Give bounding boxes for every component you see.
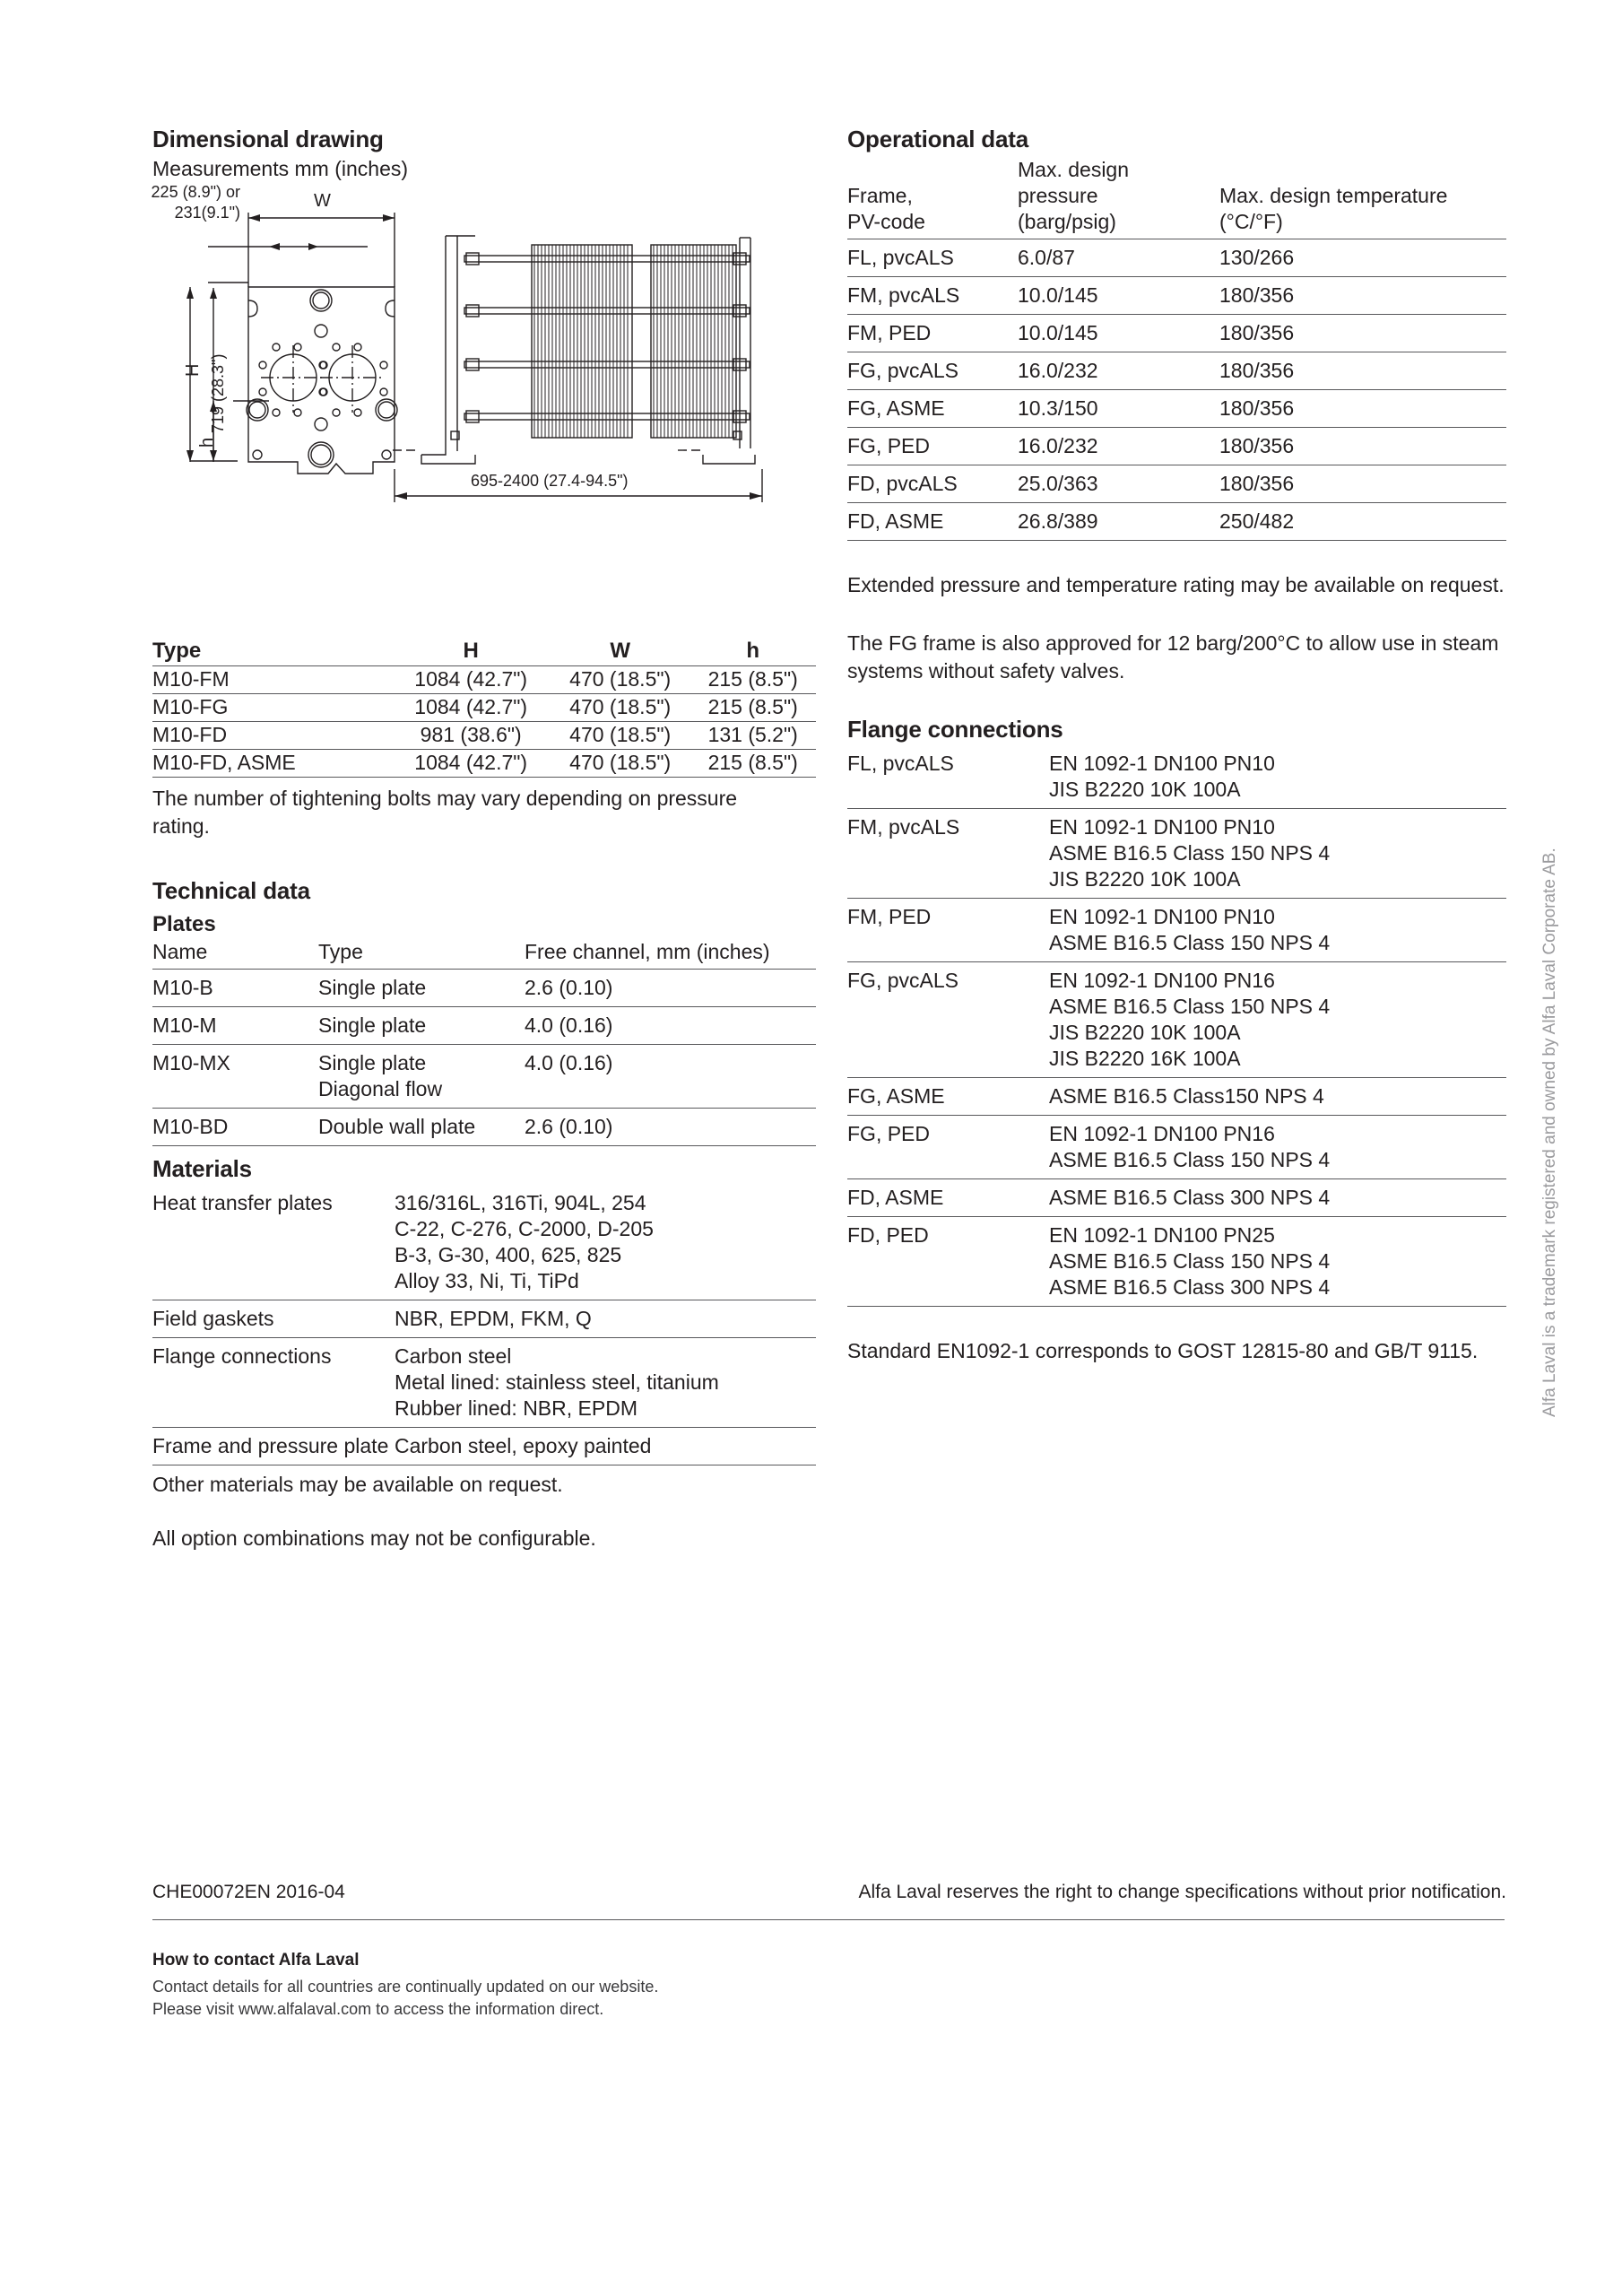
op-frame: FG, PED (847, 428, 1018, 465)
operational-header-row (847, 157, 1506, 239)
plate-name: M10-BD (152, 1109, 318, 1146)
flange-value-line: JIS B2220 16K 100A (1049, 1047, 1241, 1070)
table-row (152, 1428, 816, 1465)
dim-cell-h: 1084 (42.7") (391, 694, 551, 722)
op-pressure: 6.0/87 (1018, 239, 1219, 277)
flange-value-line: ASME B16.5 Class 150 NPS 4 (1049, 1148, 1331, 1171)
op-temperature: 180/356 (1219, 465, 1506, 503)
flange-value-line: ASME B16.5 Class 150 NPS 4 (1049, 931, 1331, 954)
left-column (152, 126, 816, 183)
table-row (152, 1338, 816, 1428)
table-row (847, 1217, 1506, 1307)
table-row (847, 315, 1506, 352)
op-frame: FG, pvcALS (847, 352, 1018, 390)
flange-label: FG, PED (847, 1116, 1049, 1179)
op-frame: FL, pvcALS (847, 239, 1018, 277)
dimension-table-header-row (152, 639, 816, 666)
table-row (152, 666, 816, 694)
dim-col-type: Type (152, 639, 202, 663)
drawing-label-length: 695-2400 (27.4-94.5") (471, 472, 629, 490)
dim-cell-hs: 215 (8.5") (690, 666, 816, 694)
dim-cell-type: M10-FG (152, 694, 391, 722)
materials-table (152, 1185, 816, 1465)
flange-value-line: ASME B16.5 Class 150 NPS 4 (1049, 841, 1331, 865)
table-row (152, 1109, 816, 1146)
op-head-line: (barg/psig) (1018, 210, 1116, 233)
plates-header-row (152, 939, 816, 970)
table-row (847, 503, 1506, 541)
op-pressure: 26.8/389 (1018, 503, 1219, 541)
plate-free-channel: 4.0 (0.16) (525, 1045, 816, 1109)
dimensional-drawing-figure (151, 183, 816, 623)
plate-name: M10-MX (152, 1045, 318, 1109)
table-row (152, 1007, 816, 1045)
dim-cell-h: 1084 (42.7") (391, 666, 551, 694)
drawing-label-top-dim-2: 231(9.1") (174, 204, 240, 222)
op-temperature: 180/356 (1219, 390, 1506, 428)
drawing-label-top-dim-1: 225 (8.9") or (151, 183, 240, 201)
op-temperature: 180/356 (1219, 352, 1506, 390)
flange-value-line: EN 1092-1 DN100 PN25 (1049, 1223, 1275, 1247)
flange-values: ASME B16.5 Class150 NPS 4 (1049, 1078, 1506, 1116)
flange-label: FG, ASME (847, 1078, 1049, 1116)
table-row (152, 1045, 816, 1109)
op-pressure: 16.0/232 (1018, 428, 1219, 465)
material-value-line: C-22, C-276, C-2000, D-205 (395, 1217, 654, 1240)
plate-free-channel: 4.0 (0.16) (525, 1007, 816, 1045)
drawing-label-h-capital: H (183, 363, 203, 377)
table-row (847, 1078, 1506, 1116)
contact-body: Contact details for all countries are continually updated on our website. Please visit www.alfalaval.com to access the information direct. (152, 1978, 659, 2018)
table-row (847, 390, 1506, 428)
plate-type-line: Single plate (318, 1051, 427, 1074)
frame-drawing-svg (152, 202, 816, 623)
table-row (847, 1116, 1506, 1179)
material-values: Carbon steel, epoxy painted (395, 1428, 816, 1465)
table-row (152, 970, 816, 1007)
plate-type: Single plate (318, 970, 525, 1007)
flange-value-line: EN 1092-1 DN100 PN10 (1049, 815, 1275, 839)
dim-cell-type: M10-FM (152, 666, 391, 694)
flange-value-line: JIS B2220 10K 100A (1049, 1021, 1241, 1044)
flange-connections-table (847, 745, 1506, 1307)
drawing-label-height-719: 719 (28.3") (209, 353, 227, 433)
document-code: CHE00072EN 2016-04 (152, 1882, 345, 1902)
operational-col-pressure (1018, 157, 1219, 239)
table-row (847, 1179, 1506, 1217)
op-pressure: 25.0/363 (1018, 465, 1219, 503)
flange-label: FD, PED (847, 1217, 1049, 1307)
op-head-line: Max. design (1018, 158, 1130, 181)
dim-cell-type: M10-FD (152, 722, 391, 750)
table-row (847, 465, 1506, 503)
dimensional-drawing-title: Dimensional drawing (152, 126, 384, 152)
flange-values (1049, 745, 1506, 809)
op-head-line: Frame, (847, 184, 913, 207)
dimension-table-wrap (152, 639, 816, 778)
drawing-label-w: W (314, 191, 331, 211)
flange-values: ASME B16.5 Class 300 NPS 4 (1049, 1179, 1506, 1217)
table-row (847, 277, 1506, 315)
flange-value-line: ASME B16.5 Class 150 NPS 4 (1049, 1249, 1331, 1273)
drawing-label-h-lower: h (197, 437, 217, 448)
dim-cell-hs: 215 (8.5") (690, 750, 816, 778)
dim-cell-w: 470 (18.5") (551, 694, 690, 722)
extended-rating-note: Extended pressure and temperature rating may be available on request. (847, 573, 1505, 596)
op-temperature: 180/356 (1219, 428, 1506, 465)
op-frame: FG, ASME (847, 390, 1018, 428)
op-pressure: 10.0/145 (1018, 315, 1219, 352)
operational-col-frame (847, 157, 1018, 239)
flange-values (1049, 899, 1506, 962)
op-frame: FM, PED (847, 315, 1018, 352)
dim-cell-hs: 131 (5.2") (690, 722, 816, 750)
plates-title: Plates (152, 912, 216, 936)
table-row (847, 428, 1506, 465)
plate-free-channel: 2.6 (0.10) (525, 970, 816, 1007)
technical-data-title: Technical data (152, 877, 310, 904)
op-temperature: 130/266 (1219, 239, 1506, 277)
right-column (847, 126, 1506, 1365)
table-row (847, 239, 1506, 277)
standard-correspondence-note: Standard EN1092-1 corresponds to GOST 12815-80 and GB/T 9115. (847, 1339, 1479, 1362)
flange-values (1049, 1116, 1506, 1179)
op-frame: FD, pvcALS (847, 465, 1018, 503)
fg-frame-steam-note: The FG frame is also approved for 12 barg/200°C to allow use in steam systems without safety valves. (847, 631, 1499, 683)
op-head-line: (°C/°F) (1219, 210, 1283, 233)
op-pressure: 16.0/232 (1018, 352, 1219, 390)
dimension-table (152, 639, 816, 778)
trademark-sidenote: Alfa Laval is a trademark registered and owned by Alfa Laval Corporate AB. (1540, 848, 1559, 1417)
dim-col-w: W (610, 639, 630, 663)
dim-cell-w: 470 (18.5") (551, 750, 690, 778)
plate-type: Single plate (318, 1007, 525, 1045)
plate-type: Double wall plate (318, 1109, 525, 1146)
table-row (152, 1300, 816, 1338)
op-frame: FD, ASME (847, 503, 1018, 541)
dim-cell-hs: 215 (8.5") (690, 694, 816, 722)
op-temperature: 180/356 (1219, 277, 1506, 315)
table-row (152, 722, 816, 750)
material-values (395, 1185, 816, 1300)
table-row (847, 745, 1506, 809)
table-row (847, 352, 1506, 390)
tightening-bolts-note: The number of tightening bolts may vary depending on pressure rating. (152, 787, 738, 838)
flange-label: FM, PED (847, 899, 1049, 962)
flange-value-line: JIS B2220 10K 100A (1049, 867, 1241, 891)
flange-label: FM, pvcALS (847, 809, 1049, 899)
table-row (152, 750, 816, 778)
other-materials-note: Other materials may be available on request. (152, 1473, 563, 1496)
op-pressure: 10.3/150 (1018, 390, 1219, 428)
material-values (395, 1338, 816, 1428)
material-value-line: Carbon steel (395, 1344, 512, 1368)
dim-cell-w: 470 (18.5") (551, 666, 690, 694)
material-label: Field gaskets (152, 1300, 395, 1338)
material-label: Frame and pressure plate (152, 1428, 395, 1465)
flange-value-line: ASME B16.5 Class 150 NPS 4 (1049, 995, 1331, 1018)
plates-col-name: Name (152, 939, 318, 970)
flange-value-line: EN 1092-1 DN100 PN16 (1049, 1122, 1275, 1145)
dim-col-h-small: h (746, 639, 760, 663)
op-frame: FM, pvcALS (847, 277, 1018, 315)
plates-table (152, 939, 816, 1146)
footer-disclaimer: Alfa Laval reserves the right to change specifications without prior notification. (858, 1882, 1506, 1902)
op-pressure: 10.0/145 (1018, 277, 1219, 315)
footer-divider (152, 1919, 1505, 1920)
flange-connections-title: Flange connections (847, 716, 1063, 743)
table-row (847, 899, 1506, 962)
flange-values (1049, 1217, 1506, 1307)
material-value-line: Alloy 33, Ni, Ti, TiPd (395, 1269, 579, 1292)
material-label: Heat transfer plates (152, 1191, 333, 1214)
plates-col-free-channel: Free channel, mm (inches) (525, 939, 816, 970)
table-row (152, 694, 816, 722)
dimensional-drawing-subtitle: Measurements mm (inches) (152, 157, 409, 180)
table-row (847, 809, 1506, 899)
flange-value-line: EN 1092-1 DN100 PN10 (1049, 905, 1275, 928)
dim-cell-h: 1084 (42.7") (391, 750, 551, 778)
material-value-line: Metal lined: stainless steel, titanium (395, 1370, 719, 1394)
flange-values (1049, 809, 1506, 899)
op-head-line: pressure (1018, 184, 1098, 207)
table-row (152, 1185, 816, 1300)
flange-label: FG, pvcALS (847, 962, 1049, 1078)
material-value-line: 316/316L, 316Ti, 904L, 254 (395, 1191, 646, 1214)
material-label: Flange connections (152, 1338, 395, 1428)
dim-cell-type: M10-FD, ASME (152, 750, 391, 778)
operational-col-temperature (1219, 157, 1506, 239)
plate-type-line: Diagonal flow (318, 1077, 443, 1100)
option-combinations-note: All option combinations may not be configurable. (152, 1526, 596, 1550)
plate-free-channel: 2.6 (0.10) (525, 1109, 816, 1146)
table-row (847, 962, 1506, 1078)
dim-cell-w: 470 (18.5") (551, 722, 690, 750)
plate-name: M10-M (152, 1007, 318, 1045)
flange-label: FD, ASME (847, 1179, 1049, 1217)
op-temperature: 180/356 (1219, 315, 1506, 352)
material-value-line: Rubber lined: NBR, EPDM (395, 1396, 638, 1420)
op-temperature: 250/482 (1219, 503, 1506, 541)
material-values: NBR, EPDM, FKM, Q (395, 1300, 816, 1338)
operational-data-table (847, 157, 1506, 541)
flange-label: FL, pvcALS (847, 752, 954, 775)
plate-type (318, 1045, 525, 1109)
flange-value-line: JIS B2220 10K 100A (1049, 778, 1241, 801)
materials-title: Materials (152, 1155, 252, 1182)
dim-col-h: H (463, 639, 479, 663)
flange-value-line: ASME B16.5 Class 300 NPS 4 (1049, 1275, 1331, 1299)
operational-data-title: Operational data (847, 126, 1028, 152)
op-head-line: PV-code (847, 210, 925, 233)
flange-value-line: EN 1092-1 DN100 PN10 (1049, 752, 1275, 775)
op-head-line: Max. design temperature (1219, 184, 1448, 207)
flange-values (1049, 962, 1506, 1078)
plates-col-type: Type (318, 939, 525, 970)
flange-value-line: EN 1092-1 DN100 PN16 (1049, 969, 1275, 992)
material-value-line: B-3, G-30, 400, 625, 825 (395, 1243, 622, 1266)
contact-heading: How to contact Alfa Laval (152, 1951, 360, 1970)
dim-cell-h: 981 (38.6") (391, 722, 551, 750)
plate-name: M10-B (152, 970, 318, 1007)
